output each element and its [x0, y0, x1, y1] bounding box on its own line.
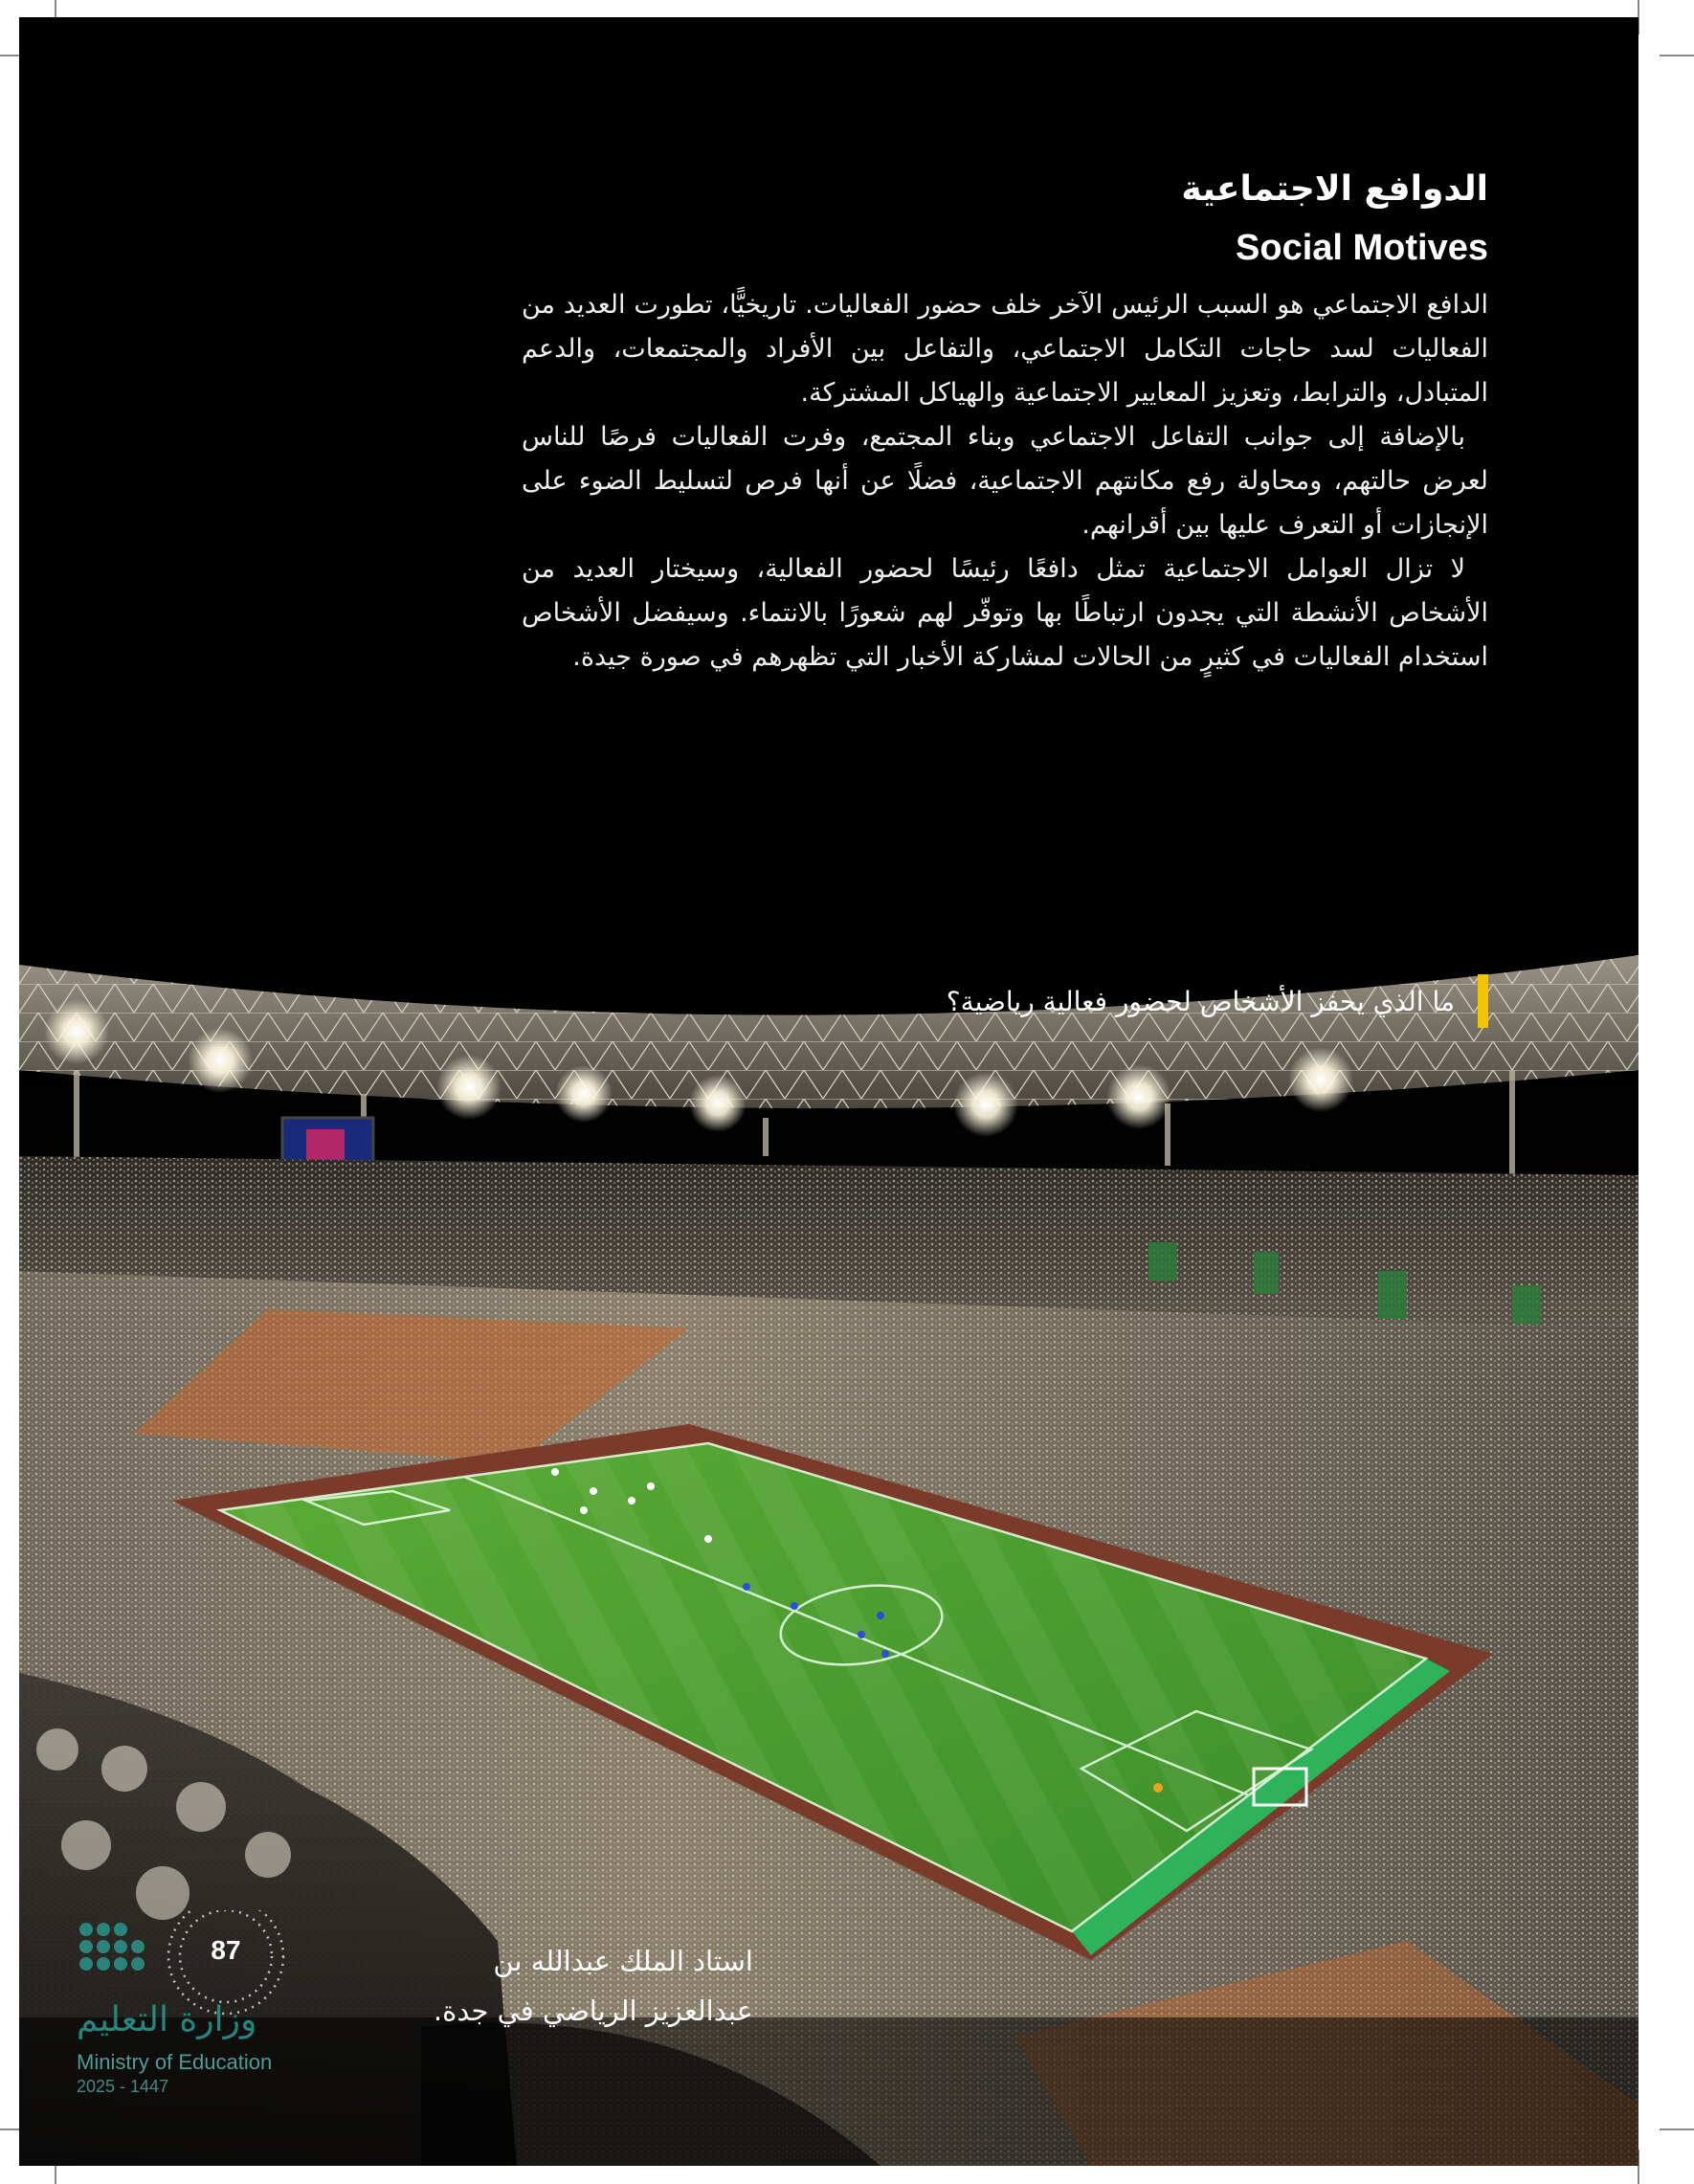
ministry-name-arabic: وزارة التعليم	[77, 2000, 257, 2039]
heading-arabic: الدوافع الاجتماعية	[1181, 169, 1488, 209]
article-text	[522, 161, 1488, 680]
accent-bar	[1478, 974, 1488, 1028]
page-number: 87	[211, 1935, 241, 1965]
paragraph-3: لا تزال العوامل الاجتماعية تمثل دافعًا رئيسًا لحضور الفعالية، وسيختار العديد من الأشخاص الأنشطة التي يجدون ارتباطًا بها وتوفّر لهم شعورًا بالانتماء. وسيفضل الأشخاص استخدام الفعاليات في كثيرٍ من الحالات لمشاركة الأخبار التي تظهرهم في صورة جيدة.	[522, 554, 1488, 672]
ministry-year: 2025 - 1447	[77, 2077, 169, 2096]
discussion-question	[947, 974, 1488, 1028]
crop-mark-bottom-right-h	[1660, 2128, 1694, 2130]
heading-english: Social Motives	[1236, 228, 1488, 268]
ministry-name-english: Ministry of Education	[77, 2050, 273, 2074]
crop-mark-top-right-h	[1660, 55, 1694, 56]
caption-line-1: استاد الملك عبدالله بن	[493, 1945, 753, 1977]
textbook-page	[19, 17, 1638, 2166]
paragraph-2: بالإضافة إلى جوانب التفاعل الاجتماعي وبناء المجتمع، وفرت الفعاليات فرصًا للناس لعرض حالتهم، ومحاولة رفع مكانتهم الاجتماعية، فضلًا عن أنها فرص لتسليط الضوء على الإنجازات أو التعرف عليها بين أقرانهم.	[522, 422, 1488, 540]
question-text: ما الذي يحفز الأشخاص لحضور فعالية رياضية؟	[946, 985, 1455, 1017]
paragraph-1: الدافع الاجتماعي هو السبب الرئيس الآخر خلف حضور الفعاليات. تاريخيًّا، تطورت العديد من الفعاليات لسد حاجات التكامل الاجتماعي، والتفاعل بين الأفراد والمجتمعات، والدعم المتبادل، والترابط، وتعزيز المعايير الاجتماعية والهياكل المشتركة.	[522, 290, 1488, 408]
photo-caption	[351, 1936, 753, 2036]
caption-line-2: عبدالعزيز الرياضي في جدة.	[433, 1995, 753, 2027]
